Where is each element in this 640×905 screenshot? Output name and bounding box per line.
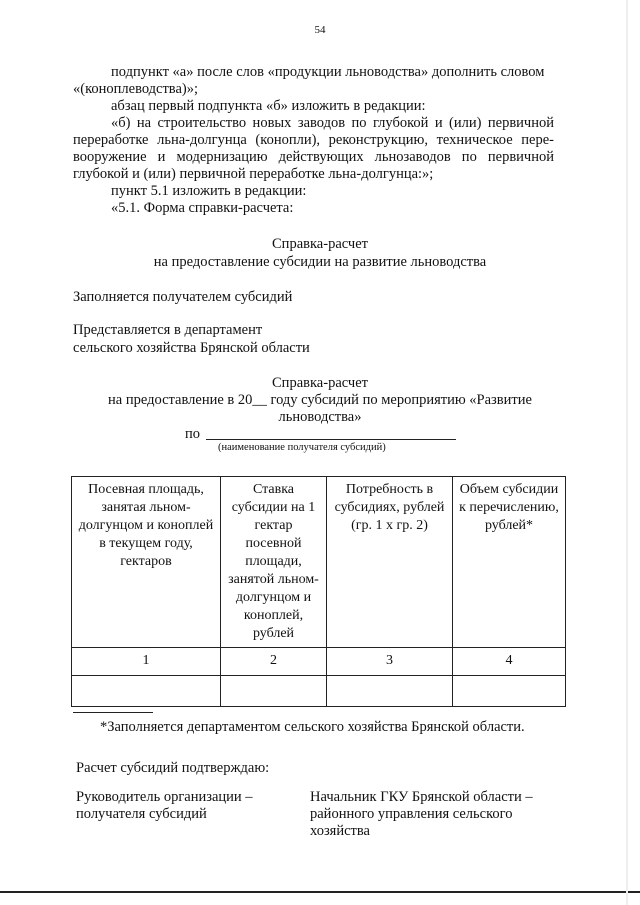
recipient-caption: (наименование получателя субсидий) bbox=[218, 442, 386, 453]
amendment-line: вооружение и модернизацию действующих льнозаводов по первичной bbox=[73, 149, 554, 165]
table-number-cell: 3 bbox=[327, 648, 453, 676]
amendment-line: пункт 5.1 изложить в редакции: bbox=[111, 183, 307, 199]
signature-right: хозяйства bbox=[310, 823, 370, 839]
calc-line: на предоставление в 20__ году субсидий по мероприятию «Развитие bbox=[108, 392, 532, 408]
table-empty-cell bbox=[221, 676, 327, 707]
table-header-cell: Объем субсидии к перечислению, рублей* bbox=[453, 477, 566, 648]
amendment-line: абзац первый подпункта «б» изложить в редакции: bbox=[111, 98, 426, 114]
submitted-to: Представляется в департамент bbox=[73, 322, 263, 338]
filled-by-note: Заполняется получателем субсидий bbox=[73, 289, 293, 305]
table-header-cell: Потребность в субсидиях, рублей (гр. 1 х гр. 2) bbox=[327, 477, 453, 648]
table-empty-cell bbox=[72, 676, 221, 707]
subsidy-table bbox=[71, 476, 566, 707]
signature-left: получателя субсидий bbox=[76, 806, 207, 822]
signature-right: Начальник ГКУ Брянской области – bbox=[310, 789, 533, 805]
amendment-line: «5.1. Форма справки-расчета: bbox=[111, 200, 294, 216]
confirm-text: Расчет субсидий подтверждаю: bbox=[76, 760, 270, 776]
form-subtitle: на предоставление субсидии на развитие льноводства bbox=[153, 254, 487, 270]
footnote-rule bbox=[73, 712, 153, 713]
recipient-blank-line bbox=[206, 439, 456, 440]
table-number-cell: 1 bbox=[72, 648, 221, 676]
scan-edge bbox=[626, 0, 628, 905]
submitted-to: сельского хозяйства Брянской области bbox=[73, 340, 310, 356]
table-row bbox=[72, 648, 566, 676]
signature-right: районного управления сельского bbox=[310, 806, 513, 822]
amendment-line: «(коноплеводства)»; bbox=[73, 81, 199, 97]
amendment-line: переработке льна-долгунца (конопли), реконструкцию, техническое пере- bbox=[73, 132, 554, 148]
calc-line: льноводства» bbox=[278, 409, 362, 425]
page-number: 54 bbox=[314, 24, 326, 36]
table-header-row bbox=[72, 477, 566, 648]
table-row bbox=[72, 676, 566, 707]
table-empty-cell bbox=[327, 676, 453, 707]
form-title: Справка-расчет bbox=[272, 236, 368, 252]
page-bottom-rule bbox=[0, 891, 640, 893]
table-number-cell: 4 bbox=[453, 648, 566, 676]
signature-left: Руководитель организации – bbox=[76, 789, 253, 805]
table-empty-cell bbox=[453, 676, 566, 707]
amendment-line: «б) на строительство новых заводов по глубокой и (или) первичной bbox=[111, 115, 554, 131]
table-header-cell: Ставка субсидии на 1 гектар посевной площади, занятой льном-долгунцом и коноплей, рублей bbox=[221, 477, 327, 648]
calc-title: Справка-расчет bbox=[272, 375, 368, 391]
table-header-cell: Посевная площадь, занятая льном-долгунцом и коноплей в текущем году, гектаров bbox=[72, 477, 221, 648]
table-number-cell: 2 bbox=[221, 648, 327, 676]
calc-by-label: по bbox=[185, 426, 201, 442]
amendment-line: глубокой и (или) первичной переработке льна-долгунца:»; bbox=[73, 166, 434, 182]
footnote: *Заполняется департаментом сельского хозяйства Брянской области. bbox=[100, 719, 525, 735]
amendment-line: подпункт «а» после слов «продукции льноводства» дополнить словом bbox=[111, 64, 545, 80]
